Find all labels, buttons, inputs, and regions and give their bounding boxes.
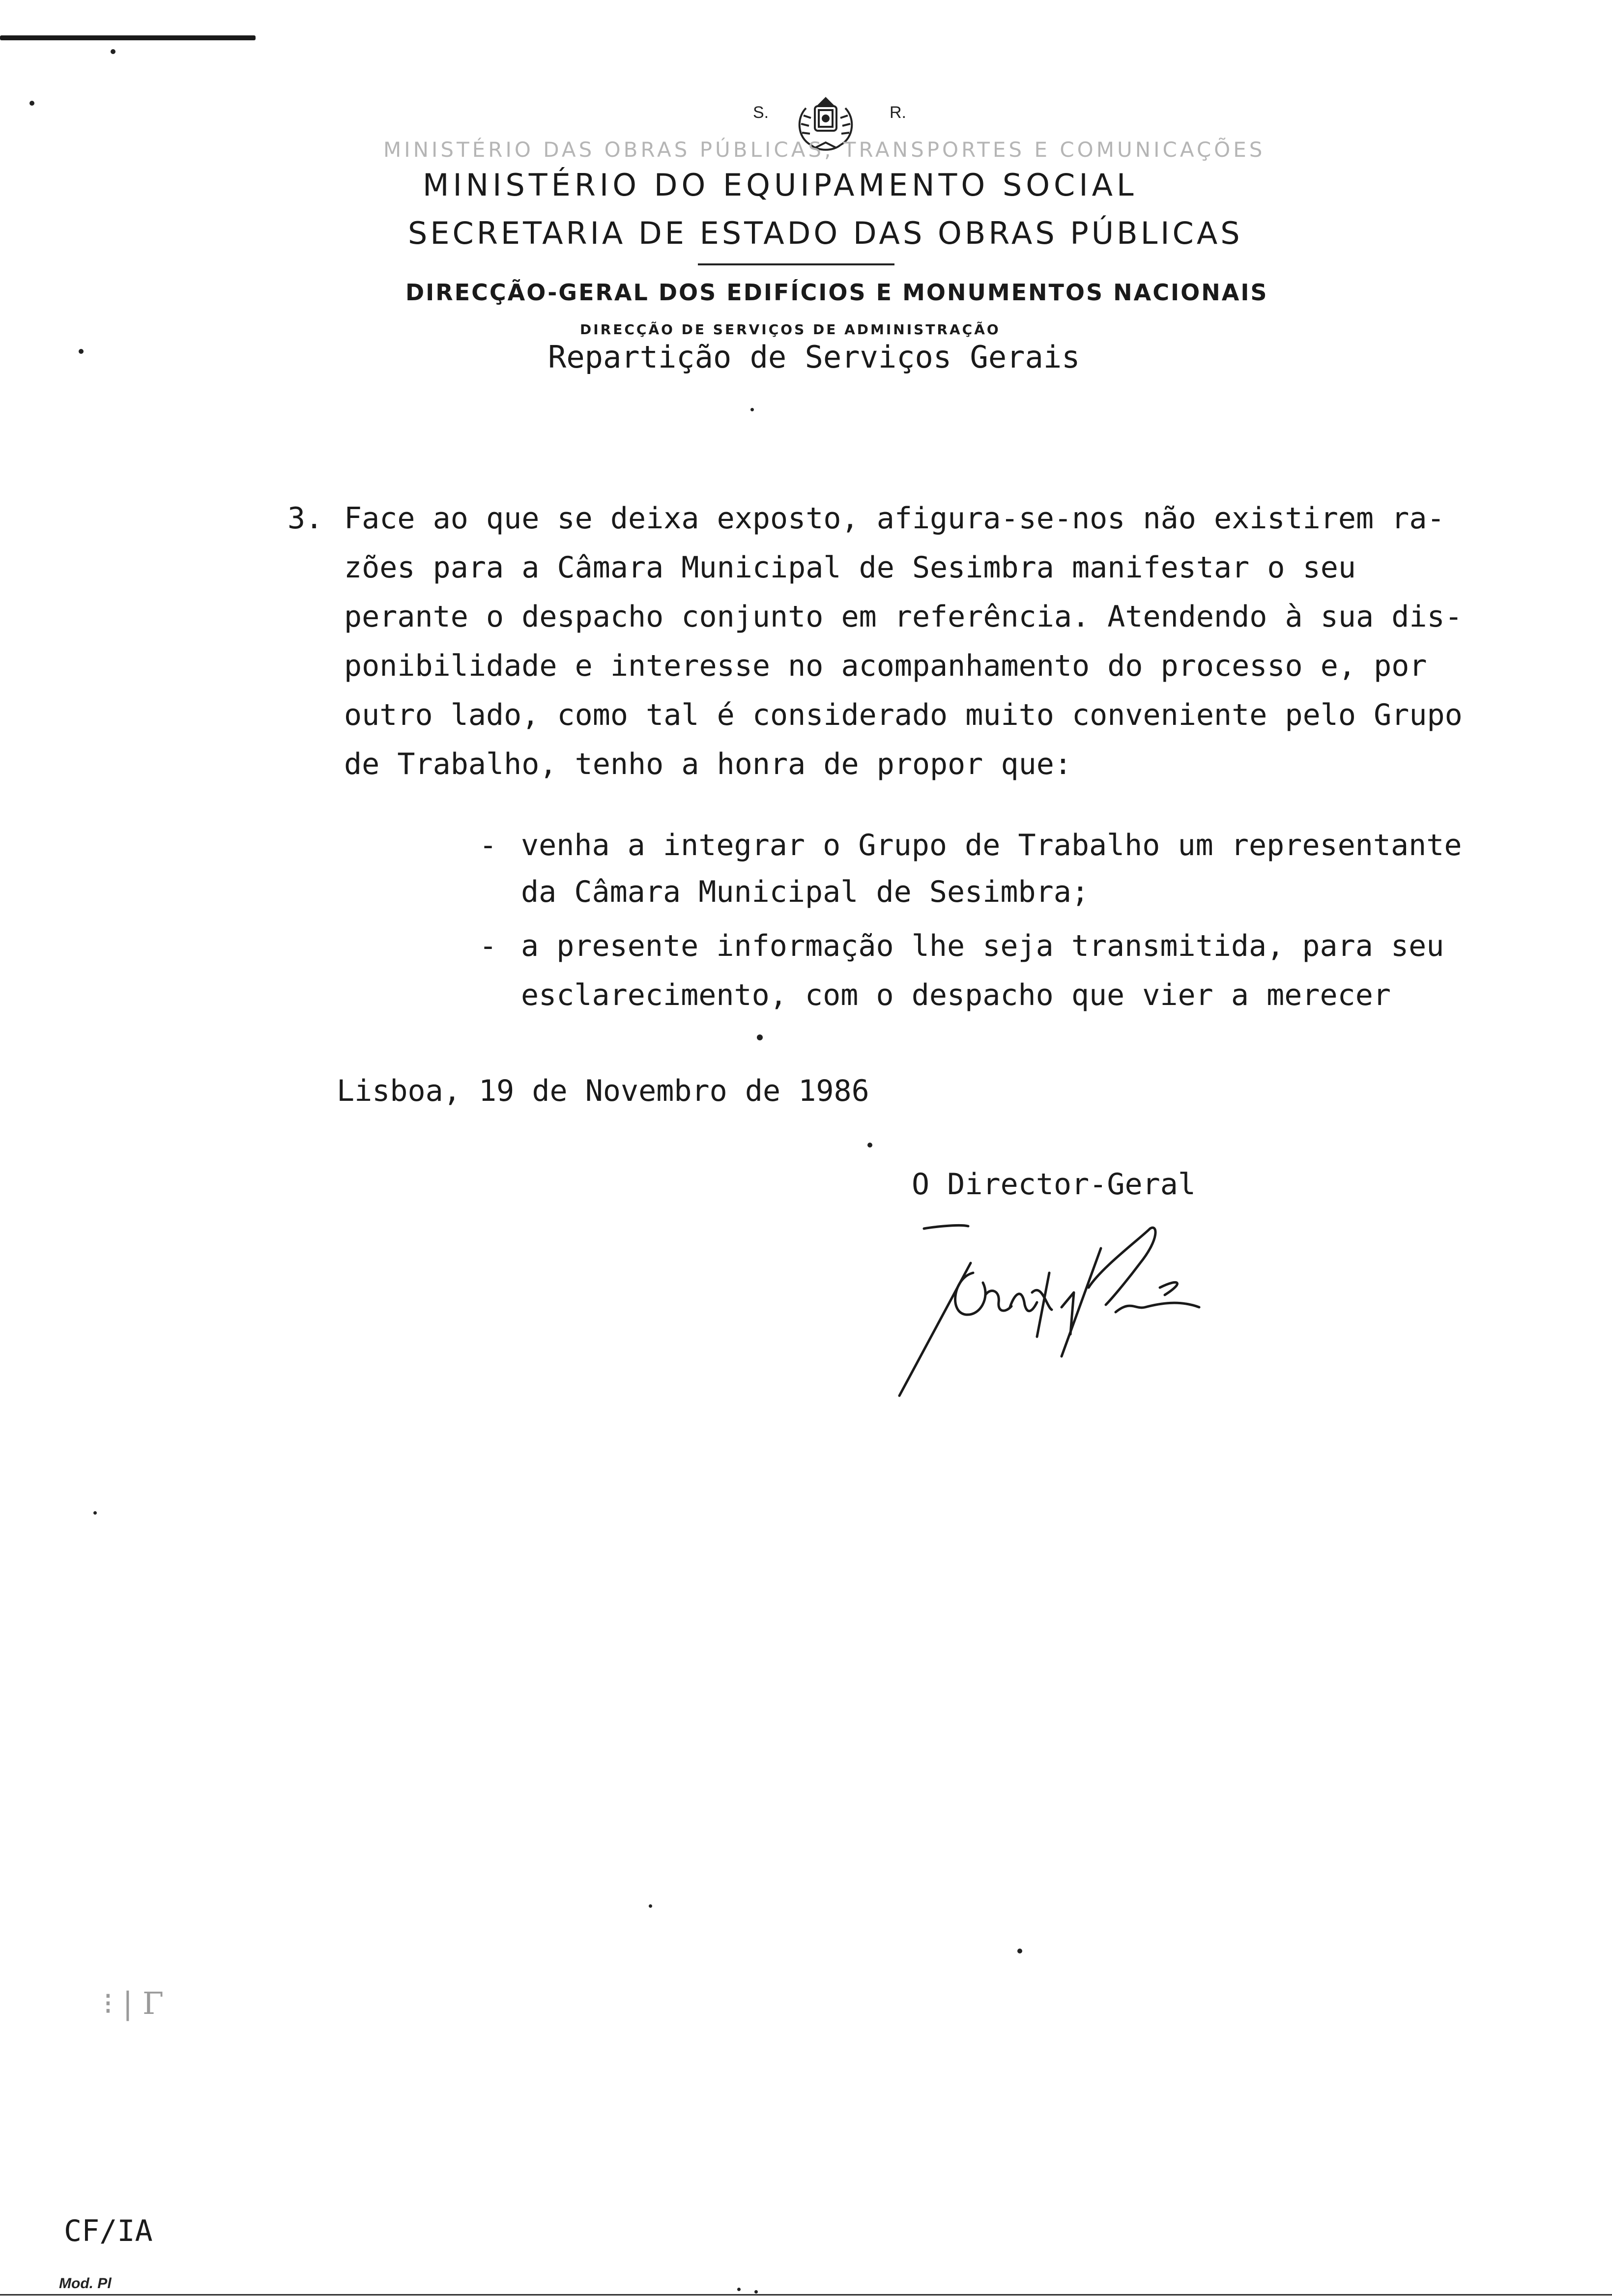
scan-speck [111, 49, 115, 54]
bullet-item-line: da Câmara Municipal de Sesimbra; [521, 875, 1089, 909]
paragraph-line: de Trabalho, tenho a honra de propor que: [344, 747, 1072, 781]
scan-speck [754, 2290, 758, 2294]
overprinted-old-letterhead: MINISTÉRIO DAS OBRAS PÚBLICAS, TRANSPORTES E COMUNICAÇÕES [383, 138, 1266, 162]
ministry-name: MINISTÉRIO DO EQUIPAMENTO SOCIAL [423, 167, 1138, 203]
scan-speck [79, 349, 84, 354]
handwritten-signature [885, 1209, 1302, 1425]
faint-margin-mark: ⁝ | Γ [103, 1985, 164, 2021]
bullet-item-line: esclarecimento, com o despacho que vier a merecer [521, 978, 1391, 1012]
page-bottom-edge [0, 2294, 1612, 2296]
paragraph-line: Face ao que se deixa exposto, afigura-se-nos não existirem ra- [344, 501, 1445, 536]
signer-title: O Director-Geral [912, 1167, 1196, 1202]
paragraph-line: zões para a Câmara Municipal de Sesimbra manifestar o seu [344, 550, 1356, 585]
scan-speck [1017, 1949, 1022, 1953]
bullet-item-line: a presente informação lhe seja transmitida, para seu [521, 929, 1444, 963]
scan-speck [867, 1143, 872, 1148]
directorate-general-name: DIRECÇÃO-GERAL DOS EDIFÍCIOS E MONUMENTOS NACIONAIS [405, 279, 1268, 306]
scan-speck [750, 408, 754, 411]
crest-letter-right: R. [890, 103, 906, 122]
paragraph-number: 3. [288, 501, 323, 536]
paragraph-line: perante o despacho conjunto em referência. Atendendo à sua dis- [344, 600, 1463, 634]
place-and-date: Lisboa, 19 de Novembro de 1986 [337, 1074, 869, 1108]
paragraph-line: outro lado, como tal é considerado muito conveniente pelo Grupo [344, 698, 1463, 732]
bullet-item-line: venha a integrar o Grupo de Trabalho um representante [521, 828, 1462, 862]
bullet-dash: - [479, 828, 497, 862]
letterhead-divider [698, 263, 894, 265]
scan-speck [93, 1511, 97, 1515]
secretariat-name: SECRETARIA DE ESTADO DAS OBRAS PÚBLICAS [408, 215, 1243, 251]
reference-code: CF/IA [64, 2214, 153, 2248]
scan-speck [757, 1034, 763, 1040]
directorate-services-name: DIRECÇÃO DE SERVIÇOS DE ADMINISTRAÇÃO [580, 321, 1001, 338]
form-model-label: Mod. Pl [59, 2275, 112, 2292]
scan-speck [649, 1904, 652, 1908]
scan-speck [737, 2288, 741, 2291]
paragraph-line: ponibilidade e interesse no acompanhamento do processo e, por [344, 649, 1427, 683]
scan-artifact-bar [0, 35, 256, 40]
department-name: Repartição de Serviços Gerais [548, 339, 1080, 375]
scan-speck [29, 101, 34, 106]
bullet-dash: - [479, 929, 497, 963]
crest-letter-left: S. [753, 103, 769, 122]
